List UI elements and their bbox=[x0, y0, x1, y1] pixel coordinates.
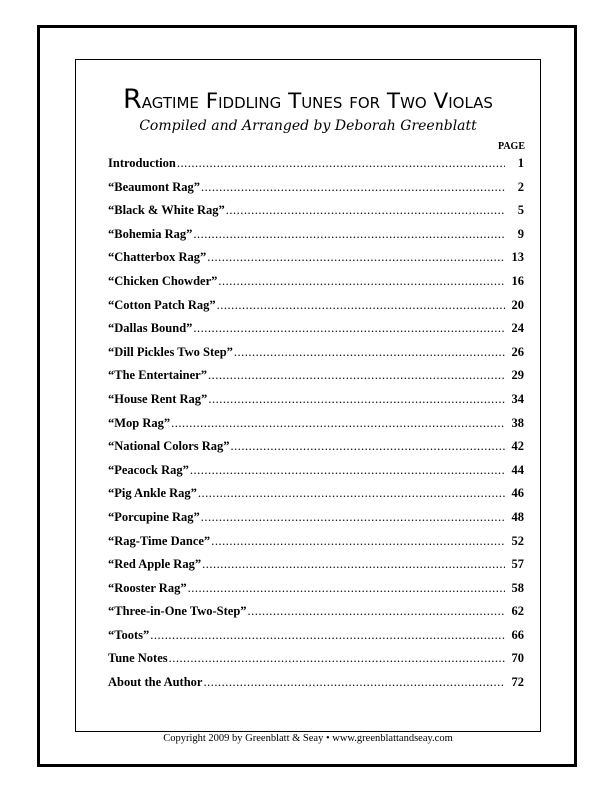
toc-entry[interactable] bbox=[108, 223, 524, 247]
dot-leader bbox=[218, 270, 505, 294]
title-rest: agtime Fiddling Tunes for Two Violas bbox=[141, 89, 493, 114]
toc-entry-page: 58 bbox=[511, 580, 524, 595]
toc-entry-title: “House Rent Rag” bbox=[108, 391, 208, 406]
toc-entry-page: 5 bbox=[517, 203, 524, 218]
toc-entry-page: 24 bbox=[511, 321, 524, 336]
toc-entry-title: “Porcupine Rag” bbox=[108, 509, 200, 524]
dot-leader bbox=[207, 246, 505, 270]
dot-leader bbox=[234, 341, 505, 365]
toc-entry-page: 57 bbox=[511, 557, 524, 572]
toc-entry-title: “Chicken Chowder” bbox=[108, 273, 218, 288]
toc-entry[interactable] bbox=[108, 671, 524, 695]
toc-entry[interactable] bbox=[108, 506, 524, 530]
toc-entry[interactable] bbox=[108, 388, 524, 412]
toc-entry-title: About the Author bbox=[108, 675, 203, 690]
dot-leader bbox=[177, 152, 505, 176]
toc-entry[interactable] bbox=[108, 246, 524, 270]
toc-entry[interactable] bbox=[108, 459, 524, 483]
dot-leader bbox=[208, 364, 505, 388]
toc-entry-title: “Mop Rag” bbox=[108, 415, 171, 430]
dot-leader bbox=[201, 176, 505, 200]
dot-leader bbox=[188, 577, 505, 601]
toc-entry-page: 38 bbox=[511, 415, 524, 430]
toc-entry[interactable] bbox=[108, 199, 524, 223]
dot-leader bbox=[226, 199, 505, 223]
toc-entry-title: “Red Apple Rag” bbox=[108, 557, 202, 572]
toc-entry[interactable] bbox=[108, 600, 524, 624]
toc-entry-title: “Cotton Patch Rag” bbox=[108, 297, 216, 312]
toc-entry-page: 70 bbox=[511, 651, 524, 666]
toc-entry-title: “Dill Pickles Two Step” bbox=[108, 344, 233, 359]
dot-leader bbox=[193, 317, 505, 341]
toc-entry-page: 29 bbox=[511, 368, 524, 383]
toc-entry-page: 72 bbox=[511, 675, 524, 690]
toc-entry-page: 9 bbox=[517, 226, 524, 241]
toc-entry-page: 62 bbox=[511, 604, 524, 619]
dot-leader bbox=[231, 435, 505, 459]
toc-entry-page: 44 bbox=[511, 462, 524, 477]
toc-entry-page: 46 bbox=[511, 486, 524, 501]
toc-entry-page: 20 bbox=[511, 297, 524, 312]
subtitle: Compiled and Arranged by Deborah Greenblatt bbox=[139, 118, 477, 134]
toc-entry-page: 52 bbox=[511, 533, 524, 548]
toc-entry-page: 48 bbox=[511, 509, 524, 524]
toc-entry-page: 26 bbox=[511, 344, 524, 359]
page-title bbox=[75, 84, 541, 115]
toc-entry-title: “Rooster Rag” bbox=[108, 580, 187, 595]
toc-entry[interactable] bbox=[108, 647, 524, 671]
toc-entry-title: “Dallas Bound” bbox=[108, 321, 193, 336]
dot-leader bbox=[208, 388, 505, 412]
toc-entry-title: “Three-in-One Two-Step” bbox=[108, 604, 247, 619]
toc-entry-title: “Rag-Time Dance” bbox=[108, 533, 211, 548]
toc-entry-page: 2 bbox=[517, 179, 524, 194]
footer-copyright: Copyright 2009 by Greenblatt & Seay • www.greenblattandseay.com bbox=[163, 733, 453, 744]
toc-entry-title: “Beaumont Rag” bbox=[108, 179, 201, 194]
toc-entry[interactable] bbox=[108, 482, 524, 506]
toc-entry-title: “The Entertainer” bbox=[108, 368, 207, 383]
toc-entry-title: Tune Notes bbox=[108, 651, 168, 666]
dot-leader bbox=[150, 624, 505, 648]
toc-entry[interactable] bbox=[108, 294, 524, 318]
dot-leader bbox=[211, 530, 505, 554]
dot-leader bbox=[248, 600, 505, 624]
title-initial: R bbox=[123, 84, 142, 115]
dot-leader bbox=[171, 412, 505, 436]
toc-entry-page: 42 bbox=[511, 439, 524, 454]
toc-entry[interactable] bbox=[108, 270, 524, 294]
toc-entry-title: “Black & White Rag” bbox=[108, 203, 225, 218]
toc-entry-title: Introduction bbox=[108, 156, 176, 170]
toc-entry-page: 16 bbox=[511, 273, 524, 288]
toc-entry[interactable] bbox=[108, 624, 524, 648]
table-of-contents bbox=[108, 152, 524, 695]
page-column-header: PAGE bbox=[497, 141, 525, 152]
toc-entry-title: “Bohemia Rag” bbox=[108, 226, 193, 241]
toc-entry-title: “National Colors Rag” bbox=[108, 439, 230, 454]
dot-leader bbox=[190, 459, 505, 483]
toc-entry[interactable] bbox=[108, 530, 524, 554]
dot-leader bbox=[169, 647, 505, 671]
toc-entry-title: “Chatterbox Rag” bbox=[108, 250, 207, 265]
toc-entry[interactable] bbox=[108, 412, 524, 436]
dot-leader bbox=[203, 671, 505, 695]
toc-entry[interactable] bbox=[108, 317, 524, 341]
toc-entry-title: “Peacock Rag” bbox=[108, 462, 189, 477]
toc-entry-title: “Toots” bbox=[108, 627, 150, 642]
toc-entry-page: 66 bbox=[511, 627, 524, 642]
toc-entry-title: “Pig Ankle Rag” bbox=[108, 486, 197, 501]
toc-entry-page: 13 bbox=[511, 250, 524, 265]
toc-entry[interactable] bbox=[108, 341, 524, 365]
toc-entry-page: 34 bbox=[511, 391, 524, 406]
dot-leader bbox=[198, 482, 505, 506]
toc-entry[interactable] bbox=[108, 364, 524, 388]
dot-leader bbox=[193, 223, 505, 247]
toc-entry[interactable] bbox=[108, 176, 524, 200]
dot-leader bbox=[217, 294, 505, 318]
toc-entry[interactable] bbox=[108, 435, 524, 459]
toc-entry[interactable] bbox=[108, 577, 524, 601]
dot-leader bbox=[202, 553, 505, 577]
toc-entry[interactable] bbox=[108, 152, 524, 176]
toc-entry-page: 1 bbox=[517, 156, 524, 170]
toc-entry[interactable] bbox=[108, 553, 524, 577]
dot-leader bbox=[201, 506, 505, 530]
